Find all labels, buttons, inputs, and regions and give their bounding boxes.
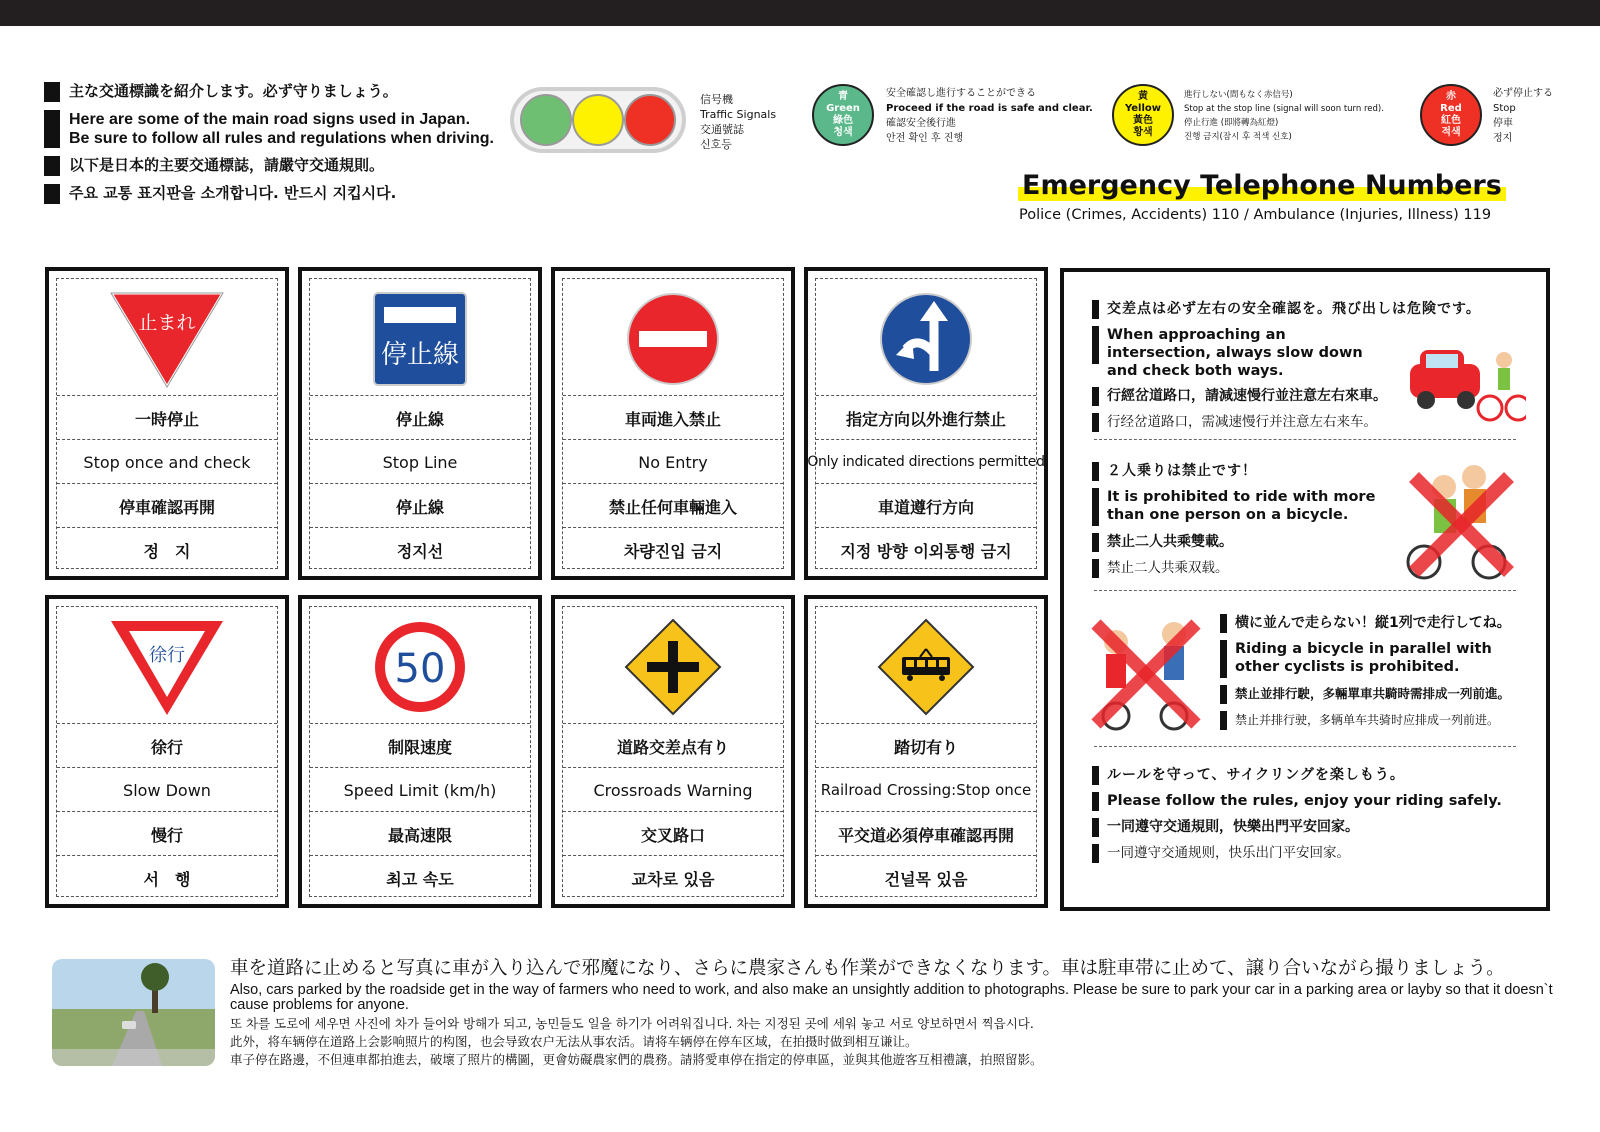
intro-section [44, 82, 504, 212]
sign-card-slow-down [45, 595, 289, 908]
sign-card-stop [45, 267, 289, 580]
double-riding-prohibited-icon [1394, 457, 1524, 591]
crossroads-sign-icon [563, 613, 783, 721]
sign-en: Stop Line [310, 439, 530, 484]
sign-jp: 車両進入禁止 [563, 395, 783, 440]
emergency-title: Emergency Telephone Numbers [1018, 170, 1506, 201]
intersection-rule: 交差点は必ず左右の安全確認を。飛び出しは危険です。 When approaching an intersection, always slow down and check both ways. 行經岔道路口，請減速慢行並注意左右來車。 行经岔道路口，需减速慢行并注意左右来车。 [1092, 300, 1532, 439]
stop-sign-icon [57, 285, 277, 393]
notice-en: Also, cars parked by the roadside get in the way of farmers who need to work, and also make an unsightly addition to photographs. Please be sure to park your car in a parking area or layby so that it doesn`t cause problems for anyone. [230, 982, 1553, 1013]
sign-card-stop-line [298, 267, 542, 580]
sign-ko: 서 행 [57, 855, 277, 900]
intro-ko: 주요 교통 표지판을 소개합니다. 반드시 지킵시다. [69, 184, 397, 202]
parallel-riding-rule: 横に並んで走らない！縦1列で走行してね。 Riding a bicycle in parallel with other cyclists is prohibited. 禁止並排行駛，多輛單車共騎時需排成一列前進。 禁止并排行驶，多辆单车共骑时应排成一列前进。 [1220, 614, 1540, 737]
sign-jp: 制限速度 [310, 723, 530, 768]
slow-down-sign-icon [57, 613, 277, 721]
traffic-light-label: 信号機 Traffic Signals 交通號誌 신호등 [700, 93, 777, 151]
sign-ko: 건널목 있음 [816, 855, 1036, 900]
sign-card-direction [804, 267, 1048, 580]
sign-en: Speed Limit (km/h) [310, 767, 530, 812]
sign-card-speed-limit [298, 595, 542, 908]
top-bar [0, 0, 1600, 26]
railroad-sign-icon [816, 613, 1036, 721]
direction-sign-icon [816, 285, 1036, 393]
sign-jp: 徐行 [57, 723, 277, 768]
svg-text:止まれ: 止まれ [138, 312, 196, 334]
sign-en: No Entry [563, 439, 783, 484]
sign-ko: 정지선 [310, 527, 530, 572]
intro-jp: 主な交通標識を紹介します。必ず守りましょう。 [69, 82, 398, 100]
notice-jp: 車を道路に止めると写真に車が入り込んで邪魔になり、さらに農家さんも作業ができなくなります。車は駐車帯に止めて、譲り合いながら撮りましょう。 [230, 958, 1505, 979]
sign-en: Stop once and check [57, 439, 277, 484]
notice-zh-simplified: 此外，将车辆停在道路上会影响照片的构图，也会导致农户无法从事农活。请将车辆停在停车区域，在拍摄时做到相互谦让。 [230, 1034, 918, 1049]
svg-text:50: 50 [394, 646, 446, 692]
emergency-numbers: Police (Crimes, Accidents) 110 / Ambulance (Injuries, Illness) 119 [1019, 207, 1492, 223]
enjoy-cycling-rule: ルールを守って、サイクリングを楽しもう。 Please follow the rules, enjoy your riding safely. 一同遵守交通規則，快樂出門平安回家。 一同遵守交通规则，快乐出门平安回家。 [1092, 766, 1532, 870]
intro-zh: 以下是日本的主要交通標誌，請嚴守交通規則。 [69, 156, 385, 174]
sign-en: Crossroads Warning [563, 767, 783, 812]
red-signal-circle: 赤 Red 紅色 적색 [1420, 84, 1482, 146]
yellow-signal-text: 進行しない(間もなく赤信号) Stop at the stop line (signal will soon turn red). 停止行進 (即將轉為紅燈) 진행 금지(잠시 후 적색 신호) [1184, 90, 1384, 142]
two-riders-rule: ２人乗りは禁止です！ It is prohibited to ride with more than one person on a bicycle. 禁止二人共乘雙載。 禁止二人共乘双载。 [1092, 462, 1392, 585]
sign-ko: 정 지 [57, 527, 277, 572]
sign-card-no-entry [551, 267, 795, 580]
sign-ko: 최고 속도 [310, 855, 530, 900]
yellow-signal-circle: 黄 Yellow 黃色 황색 [1112, 84, 1174, 146]
sign-zh: 停車確認再開 [57, 483, 277, 528]
yellow-lamp [572, 94, 624, 146]
red-lamp [624, 94, 676, 146]
sign-ko: 차량진입 금지 [563, 527, 783, 572]
green-lamp [520, 94, 572, 146]
sign-card-railroad [804, 595, 1048, 908]
intro-en: Here are some of the main road signs used in Japan. Be sure to follow all rules and regulations when driving. [69, 111, 494, 147]
svg-text:徐行: 徐行 [149, 645, 185, 666]
sign-card-crossroads [551, 595, 795, 908]
notice-zh-traditional: 車子停在路邊，不但連車都拍進去，破壞了照片的構圖，更會妨礙農家們的農務。請將愛車停在指定的停車區，並與其他遊客互相禮讓，拍照留影。 [230, 1052, 1043, 1067]
sign-zh: 平交道必須停車確認再開 [816, 811, 1036, 856]
sign-ko: 지정 방향 이외통행 금지 [816, 527, 1036, 572]
sign-en: Slow Down [57, 767, 277, 812]
car-bicycle-illustration-icon [1406, 330, 1526, 434]
sign-jp: 踏切有り [816, 723, 1036, 768]
traffic-light-icon [510, 87, 686, 153]
parallel-riding-prohibited-icon [1086, 604, 1206, 738]
sign-ko: 교차로 있음 [563, 855, 783, 900]
speed-limit-sign-icon [310, 613, 530, 721]
sign-zh: 交叉路口 [563, 811, 783, 856]
sign-en: Only indicated directions permitted [816, 439, 1036, 484]
sign-jp: 停止線 [310, 395, 530, 440]
notice-ko: 또 차를 도로에 세우면 사진에 차가 들어와 방해가 되고, 농민들도 일을 하기가 어려워집니다. 차는 지정된 곳에 세워 놓고 서로 양보하면서 찍읍시다. [230, 1016, 1034, 1031]
roadside-photo [52, 959, 215, 1066]
stop-line-sign-icon [310, 285, 530, 393]
green-signal-circle: 青 Green 綠色 청색 [812, 84, 874, 146]
sign-zh: 停止線 [310, 483, 530, 528]
svg-text:停止線: 停止線 [380, 340, 460, 370]
parking-notice [230, 957, 1560, 1069]
sign-zh: 慢行 [57, 811, 277, 856]
sign-jp: 道路交差点有り [563, 723, 783, 768]
bicycle-rules-panel [1060, 268, 1550, 911]
sign-jp: 一時停止 [57, 395, 277, 440]
no-entry-sign-icon [563, 285, 783, 393]
sign-jp: 指定方向以外進行禁止 [816, 395, 1036, 440]
sign-zh: 最高速限 [310, 811, 530, 856]
sign-zh: 禁止任何車輛進入 [563, 483, 783, 528]
sign-zh: 車道遵行方向 [816, 483, 1036, 528]
red-signal-text: 必ず停止する Stop 停車 정지 [1493, 88, 1553, 144]
green-signal-text: 安全確認し進行することができる Proceed if the road is safe and clear. 確認安全後行進 안전 확인 후 진행 [886, 88, 1093, 144]
sign-en: Railroad Crossing:Stop once [816, 767, 1036, 812]
